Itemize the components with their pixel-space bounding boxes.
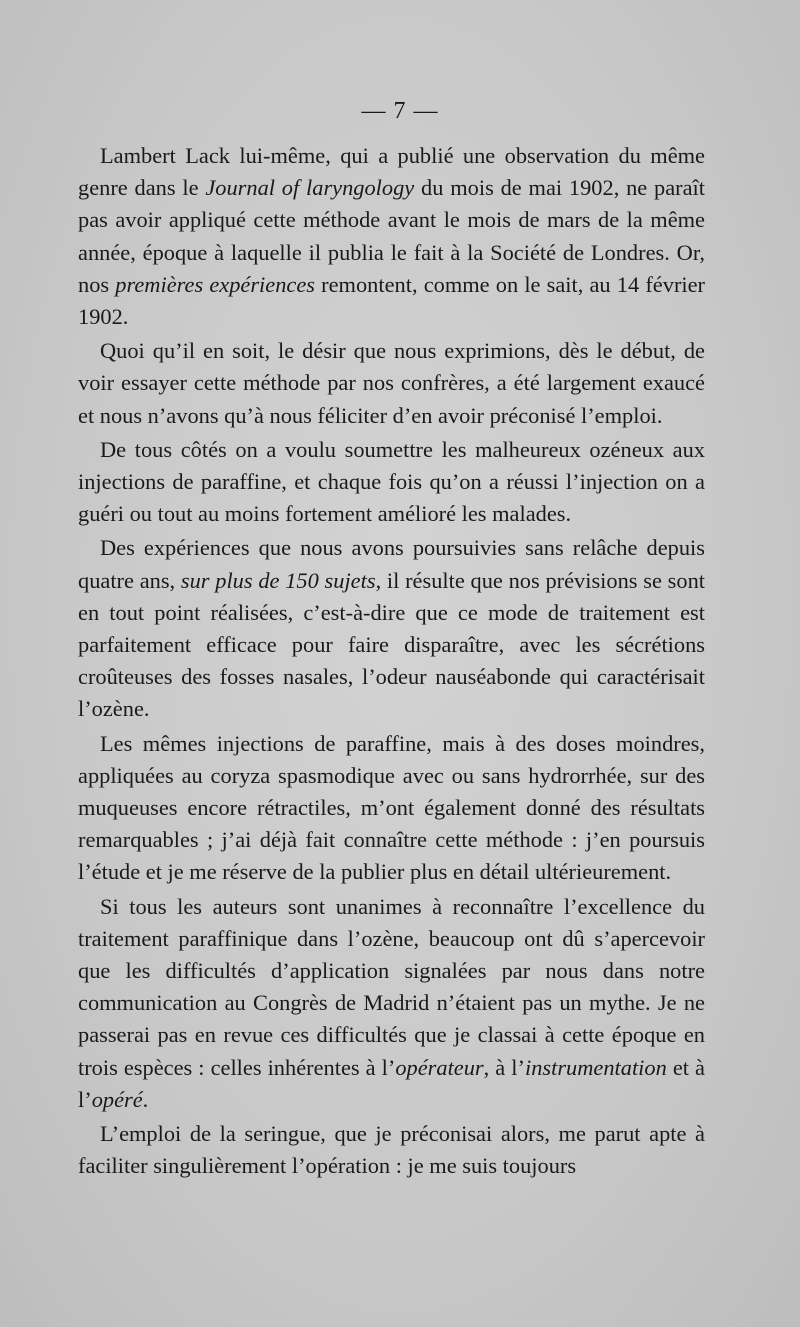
text-run: De tous côtés on a voulu soumettre les malheureux ozéneux aux injections de paraffine, et chaque fois qu’on a réussi l’injection on a guéri ou tout au moins fortement amélioré les malades. bbox=[78, 436, 705, 527]
paragraph bbox=[78, 434, 705, 531]
text-run: Lambert Lack lui-même, qui a publié une observation du même genre dans le bbox=[78, 143, 705, 201]
text-run: Si tous les auteurs sont unanimes à reconnaître l’excellence du traitement paraffinique dans l’ozène, beaucoup ont dû s’apercevoir que les difficultés d’application signalées par nous dans notre communication au Congrès de Madrid n’étaient pas un mythe. Je ne passerai pas en revue ces difficultés que je classai à cette époque en trois espèces : celles inhérentes à l’ bbox=[78, 893, 705, 1080]
italic-text: premières expériences bbox=[115, 271, 315, 297]
text-run: Quoi qu’il en soit, le désir que nous exprimions, dès le début, de voir essayer cette méthode par nos confrères, a été largement exaucé et nous n’avons qu’à nous féliciter d’en avoir préconisé l’emploi. bbox=[78, 338, 705, 428]
paragraph bbox=[78, 1118, 705, 1182]
text-run: , à l’ bbox=[483, 1054, 525, 1080]
text-run: L’emploi de la seringue, que je préconisai alors, me parut apte à faciliter singulièrement l’opération : je me suis toujours bbox=[78, 1121, 705, 1179]
italic-text: instrumentation bbox=[524, 1054, 667, 1080]
body-text bbox=[78, 140, 705, 1183]
italic-text: Journal of laryngology bbox=[205, 175, 415, 201]
italic-text: sur plus de 150 sujets bbox=[180, 567, 376, 593]
text-run: , il résulte que nos prévisions se sont en tout point réalisées, c’est-à-dire que ce mode de traitement est parfaitement efficace pour faire disparaître, avec les sécrétions croûteuses des fosses nasales, l’odeur nauséabonde qui caractérisait l’ozène. bbox=[78, 567, 705, 722]
text-run: Des expériences que nous avons poursuivies sans relâche depuis quatre ans, bbox=[78, 535, 705, 593]
text-run: . bbox=[142, 1086, 149, 1112]
page-number: — 7 — bbox=[361, 98, 439, 124]
italic-text: opéré bbox=[91, 1086, 143, 1112]
paragraph bbox=[78, 140, 705, 333]
text-run: et à l’ bbox=[78, 1054, 705, 1112]
paragraph bbox=[78, 891, 705, 1116]
text-run: du mois de mai 1902, ne paraît pas avoir appliqué cette méthode avant le mois de mars de la même année, époque à laquelle il publia le fait à la Société de Londres. Or, nos bbox=[78, 175, 706, 297]
text-run: remontent, comme on le sait, au 14 février 1902. bbox=[78, 271, 706, 330]
text-run: Les mêmes injections de paraffine, mais à des doses moindres, appliquées au coryza spasmodique avec ou sans hydrorrhée, sur des muqueuses encore rétractiles, m’ont également donné des résultats remarquables ; j’ai déjà fait connaître cette méthode : j’en poursuis l’étude et je me réserve de la publier plus en détail ultérieurement. bbox=[78, 730, 705, 885]
italic-text: opérateur bbox=[395, 1054, 484, 1080]
paragraph bbox=[78, 532, 705, 725]
paragraph bbox=[78, 728, 705, 889]
paragraph bbox=[78, 335, 705, 432]
